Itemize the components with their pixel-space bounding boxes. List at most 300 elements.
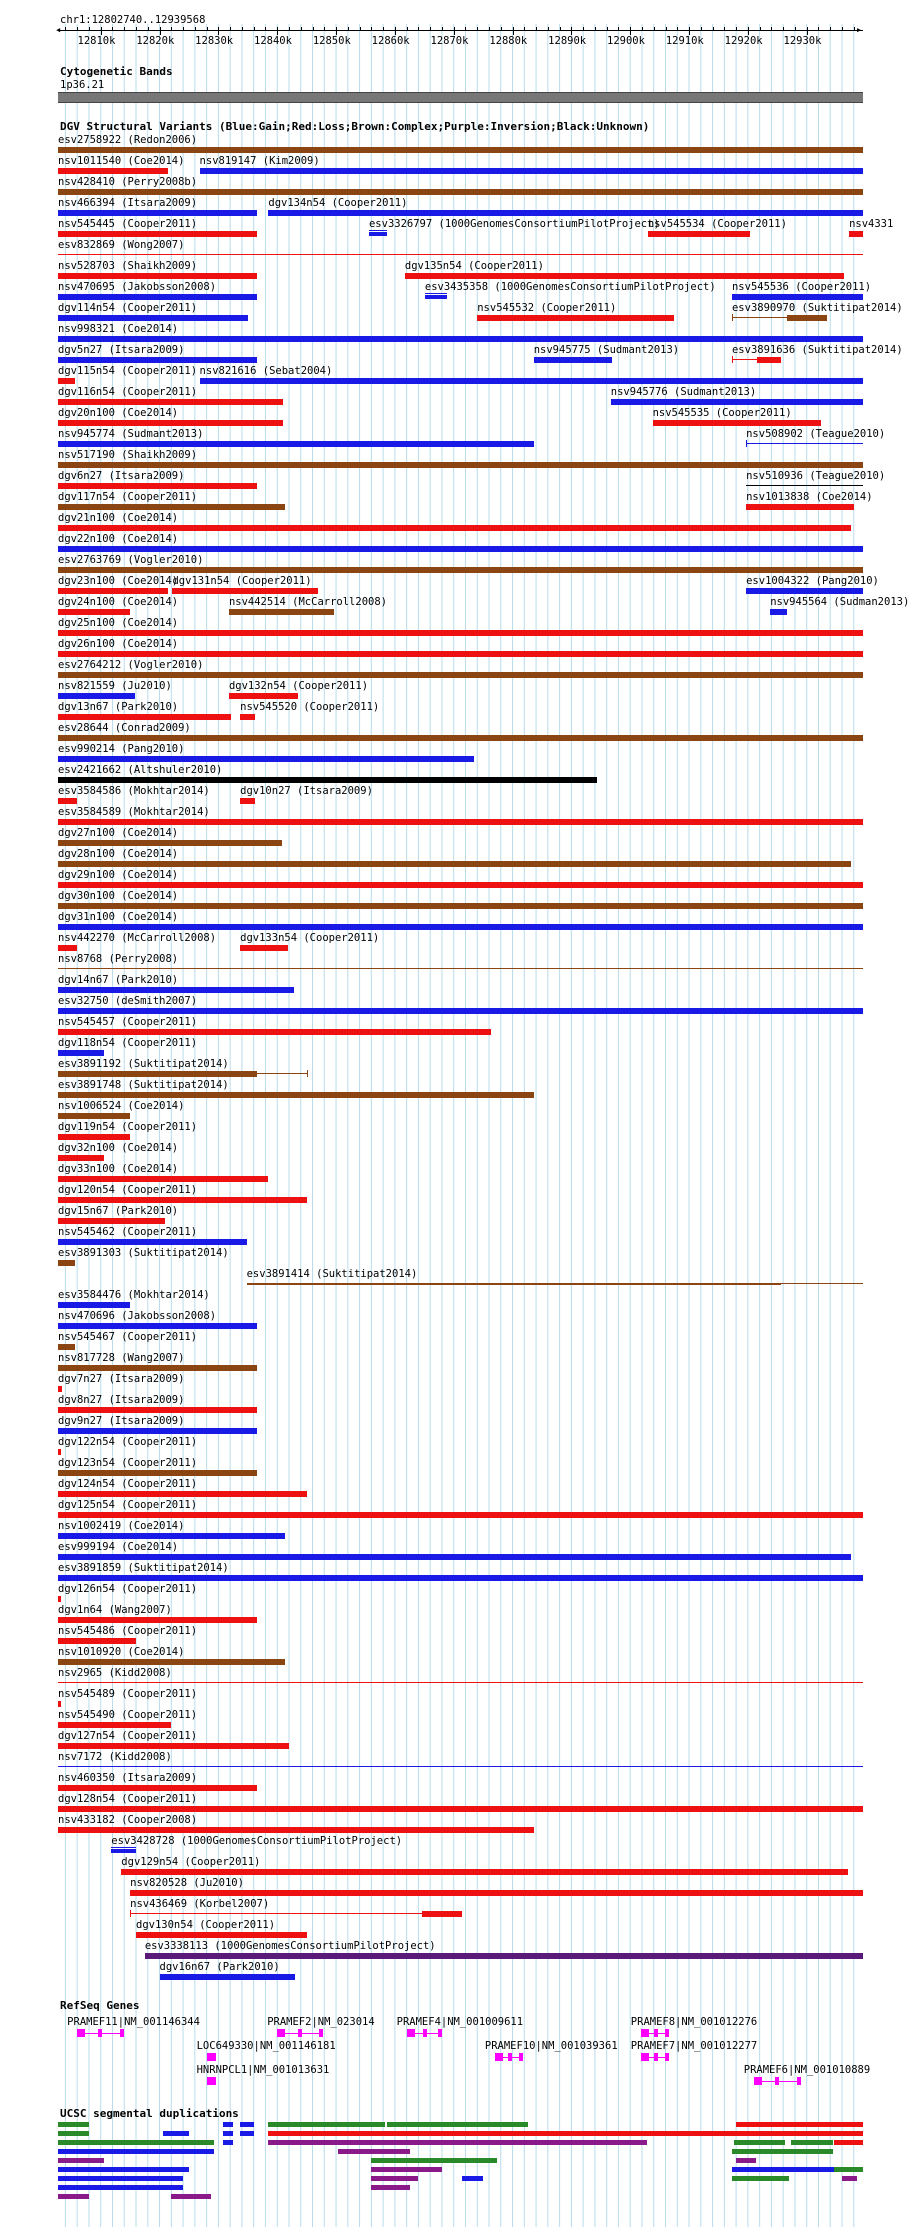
segdup-block[interactable] <box>163 2131 189 2136</box>
variant-label[interactable]: nsv545490 (Cooper2011) <box>58 1709 198 1721</box>
ruler-arrow-icon: ◀ <box>56 26 61 34</box>
variant-bar-end[interactable] <box>757 357 782 363</box>
segdup-block[interactable] <box>371 2185 409 2190</box>
segdup-block[interactable] <box>240 2122 254 2127</box>
variant-label[interactable]: nsv510936 (Teague2010) <box>746 470 886 482</box>
variant-bar[interactable] <box>58 672 863 678</box>
variant-bar[interactable] <box>58 987 294 993</box>
variant-label[interactable]: nsv817728 (Wang2007) <box>58 1352 185 1364</box>
variant-end-tick <box>130 1910 131 1917</box>
variant-bar[interactable] <box>653 420 821 426</box>
variant-bar[interactable] <box>58 735 863 741</box>
variant-label[interactable]: dgv31n100 (Coe2014) <box>58 911 179 923</box>
variant-bar[interactable] <box>58 924 863 930</box>
variant-bar[interactable] <box>746 504 854 510</box>
segdup-block[interactable] <box>736 2122 844 2127</box>
variant-bar[interactable] <box>200 378 863 384</box>
variant-bar[interactable] <box>58 1008 863 1014</box>
variant-bar[interactable] <box>58 1617 257 1623</box>
variant-bar[interactable] <box>58 1407 257 1413</box>
variant-bar[interactable] <box>58 420 283 426</box>
gene-label[interactable]: HNRNPCL1|NM_001013631 <box>196 2064 330 2076</box>
variant-bar[interactable] <box>534 357 612 363</box>
variant-label[interactable]: nsv545489 (Cooper2011) <box>58 1688 198 1700</box>
refseq-track-title[interactable]: RefSeq Genes <box>60 1999 140 2012</box>
variant-label[interactable]: nsv998321 (Coe2014) <box>58 323 179 335</box>
variant-label[interactable]: dgv133n54 (Cooper2011) <box>240 932 380 944</box>
segdup-block[interactable] <box>842 2176 857 2181</box>
variant-bar[interactable] <box>58 714 231 720</box>
gene-exon <box>407 2029 415 2037</box>
variant-label[interactable]: esv3890970 (Suktitipat2014) <box>731 302 903 314</box>
variant-bar[interactable] <box>58 756 474 762</box>
variant-label[interactable]: esv2763769 (Vogler2010) <box>58 554 204 566</box>
variant-label[interactable]: esv2758922 (Redon2006) <box>58 134 198 146</box>
ruler-tick-label: 12900k <box>607 35 645 47</box>
variant-label[interactable]: dgv29n100 (Coe2014) <box>58 869 179 881</box>
variant-bar-end[interactable] <box>422 1911 462 1917</box>
variant-label[interactable]: nsv945774 (Sudmant2013) <box>58 428 204 440</box>
variant-bar[interactable] <box>732 294 863 300</box>
segdup-block[interactable] <box>462 2176 483 2181</box>
variant-label[interactable]: nsv470696 (Jakobsson2008) <box>58 1310 217 1322</box>
variant-bar[interactable] <box>58 294 257 300</box>
variant-bar[interactable] <box>58 378 75 384</box>
variant-bar[interactable] <box>58 693 135 699</box>
variant-label[interactable]: esv3326797 (1000GenomesConsortiumPilotProject) <box>368 218 660 230</box>
variant-label[interactable]: dgv131n54 (Cooper2011) <box>172 575 312 587</box>
variant-bar[interactable] <box>58 630 863 636</box>
variant-label[interactable]: dgv15n67 (Park2010) <box>58 1205 179 1217</box>
variant-label[interactable]: esv3891859 (Suktitipat2014) <box>58 1562 229 1574</box>
variant-bar[interactable] <box>58 1701 61 1707</box>
variant-label[interactable]: nsv460350 (Itsara2009) <box>58 1772 198 1784</box>
variant-label[interactable]: esv2764212 (Vogler2010) <box>58 659 204 671</box>
variant-bar[interactable] <box>58 1071 257 1077</box>
variant-label[interactable]: nsv1013838 (Coe2014) <box>746 491 873 503</box>
variant-label[interactable]: nsv436469 (Korbel2007) <box>130 1898 270 1910</box>
variant-label[interactable]: dgv130n54 (Cooper2011) <box>136 1919 276 1931</box>
variant-label[interactable]: dgv13n67 (Park2010) <box>58 701 179 713</box>
variant-label[interactable]: nsv819147 (Kim2009) <box>199 155 320 167</box>
segdup-block[interactable] <box>58 2158 104 2163</box>
variant-bar[interactable] <box>849 231 863 237</box>
gene-exon <box>519 2053 523 2061</box>
variant-bar[interactable] <box>58 1596 61 1602</box>
ruler-axis <box>58 30 863 31</box>
variant-label[interactable]: esv3338113 (1000GenomesConsortiumPilotProject) <box>144 1940 436 1952</box>
variant-label[interactable]: nsv442270 (McCarroll2008) <box>58 932 217 944</box>
variant-label[interactable]: nsv433182 (Cooper2008) <box>58 1814 198 1826</box>
variant-bar[interactable] <box>58 1449 61 1455</box>
segdup-block[interactable] <box>834 2140 863 2145</box>
variant-label[interactable]: nsv821559 (Ju2010) <box>58 680 172 692</box>
variant-label[interactable]: nsv1011540 (Coe2014) <box>58 155 185 167</box>
variant-label[interactable]: dgv115n54 (Cooper2011) <box>58 365 198 377</box>
variant-label[interactable]: esv28644 (Conrad2009) <box>58 722 191 734</box>
variant-label[interactable]: dgv33n100 (Coe2014) <box>58 1163 179 1175</box>
variant-bar[interactable] <box>58 273 257 279</box>
variant-label[interactable]: nsv545467 (Cooper2011) <box>58 1331 198 1343</box>
variant-line <box>111 1847 136 1848</box>
variant-label[interactable]: dgv20n100 (Coe2014) <box>58 407 179 419</box>
variant-bar[interactable] <box>58 462 863 468</box>
variant-label[interactable]: esv3428728 (1000GenomesConsortiumPilotProject) <box>111 1835 403 1847</box>
variant-label[interactable]: nsv442514 (McCarroll2008) <box>228 596 387 608</box>
variant-bar[interactable] <box>58 1344 75 1350</box>
variant-label[interactable]: dgv132n54 (Cooper2011) <box>228 680 369 692</box>
dgv-track-title[interactable]: DGV Structural Variants (Blue:Gain;Red:Loss;Brown:Complex;Purple:Inversion;Black:Unknown) <box>60 120 650 133</box>
variant-bar[interactable] <box>58 315 248 321</box>
variant-label[interactable]: nsv508902 (Teague2010) <box>746 428 886 440</box>
variant-label[interactable]: esv990214 (Pang2010) <box>58 743 185 755</box>
variant-label[interactable]: dgv23n100 (Coe2014) <box>58 575 179 587</box>
segdup-block[interactable] <box>223 2122 233 2127</box>
ruler-tick-label: 12820k <box>136 35 175 47</box>
variant-label[interactable]: dgv116n54 (Cooper2011) <box>58 386 198 398</box>
variant-bar[interactable] <box>58 483 257 489</box>
variant-bar[interactable] <box>58 1806 863 1812</box>
variant-label[interactable]: nsv545535 (Cooper2011) <box>652 407 792 419</box>
segdup-block[interactable] <box>387 2122 528 2127</box>
variant-label[interactable]: dgv5n27 (Itsara2009) <box>58 344 185 356</box>
variant-label[interactable]: dgv127n54 (Cooper2011) <box>58 1730 198 1742</box>
segdup-block[interactable] <box>834 2167 863 2172</box>
segdup-block[interactable] <box>58 2167 189 2172</box>
variant-bar[interactable] <box>477 315 674 321</box>
variant-label[interactable]: dgv22n100 (Coe2014) <box>58 533 179 545</box>
variant-bar[interactable] <box>58 609 130 615</box>
segdup-block[interactable] <box>791 2140 833 2145</box>
ruler-tick-label: 12810k <box>77 35 116 47</box>
variant-label[interactable]: dgv7n27 (Itsara2009) <box>58 1373 185 1385</box>
segdup-block[interactable] <box>732 2167 834 2172</box>
variant-bar[interactable] <box>240 945 288 951</box>
gene-label[interactable]: LOC649330|NM_001146181 <box>196 2040 336 2052</box>
variant-label[interactable]: esv3891303 (Suktitipat2014) <box>58 1247 229 1259</box>
variant-label[interactable]: esv3891636 (Suktitipat2014) <box>731 344 903 356</box>
segdup-block[interactable] <box>223 2140 233 2145</box>
variant-bar[interactable] <box>58 1050 104 1056</box>
variant-label[interactable]: esv3584589 (Mokhtar2014) <box>58 806 210 818</box>
variant-bar[interactable] <box>405 273 844 279</box>
variant-label[interactable]: dgv32n100 (Coe2014) <box>58 1142 179 1154</box>
variant-label[interactable]: dgv9n27 (Itsara2009) <box>58 1415 185 1427</box>
variant-label[interactable]: dgv126n54 (Cooper2011) <box>58 1583 198 1595</box>
variant-label[interactable]: dgv30n100 (Coe2014) <box>58 890 179 902</box>
variant-bar[interactable] <box>58 1638 136 1644</box>
variant-bar[interactable] <box>160 1974 295 1980</box>
variant-bar[interactable] <box>58 1533 285 1539</box>
variant-label[interactable]: nsv466394 (Itsara2009) <box>58 197 198 209</box>
variant-label[interactable]: esv999194 (Coe2014) <box>58 1541 179 1553</box>
variant-bar[interactable] <box>58 819 863 825</box>
variant-bar-end[interactable] <box>787 315 827 321</box>
variant-bar[interactable] <box>58 546 863 552</box>
variant-label[interactable]: nsv945564 (Sudman2013) <box>770 596 909 608</box>
ruler-minor-tick <box>724 27 725 31</box>
segdup-block[interactable] <box>732 2176 789 2181</box>
variant-label[interactable]: nsv1002419 (Coe2014) <box>58 1520 185 1532</box>
ruler-minor-tick <box>642 27 643 31</box>
variant-label[interactable]: dgv21n100 (Coe2014) <box>58 512 179 524</box>
variant-label[interactable]: dgv122n54 (Cooper2011) <box>58 1436 198 1448</box>
variant-label[interactable]: esv32750 (deSmith2007) <box>58 995 198 1007</box>
variant-label[interactable]: dgv25n100 (Coe2014) <box>58 617 179 629</box>
gene-label[interactable]: PRAMEF6|NM_001010889 <box>743 2064 871 2076</box>
variant-label[interactable]: dgv10n27 (Itsara2009) <box>240 785 373 797</box>
variant-bar[interactable] <box>58 168 168 174</box>
segdup-block[interactable] <box>58 2185 183 2190</box>
variant-label[interactable]: nsv820528 (Ju2010) <box>130 1877 244 1889</box>
variant-bar[interactable] <box>58 1365 257 1371</box>
variant-label[interactable]: nsv1006524 (Coe2014) <box>58 1100 185 1112</box>
gene-label[interactable]: PRAMEF4|NM_001009611 <box>396 2016 524 2028</box>
variant-label[interactable]: dgv26n100 (Coe2014) <box>58 638 179 650</box>
variant-label[interactable]: dgv120n54 (Cooper2011) <box>58 1184 198 1196</box>
segdup-block[interactable] <box>268 2122 385 2127</box>
variant-line[interactable] <box>58 968 863 969</box>
gene-label[interactable]: PRAMEF2|NM_023014 <box>267 2016 375 2028</box>
variant-bar[interactable] <box>58 1260 75 1266</box>
variant-bar[interactable] <box>648 231 750 237</box>
variant-bar[interactable] <box>58 1302 130 1308</box>
variant-label[interactable]: nsv545520 (Cooper2011) <box>240 701 380 713</box>
segdup-block[interactable] <box>240 2131 254 2136</box>
variant-bar[interactable] <box>58 861 851 867</box>
segdup-block[interactable] <box>371 2176 418 2181</box>
cytoband-bar[interactable] <box>58 92 863 103</box>
variant-label[interactable]: dgv119n54 (Cooper2011) <box>58 1121 198 1133</box>
variant-bar[interactable] <box>58 1176 268 1182</box>
variant-bar[interactable] <box>58 798 77 804</box>
variant-label[interactable]: nsv528703 (Shaikh2009) <box>58 260 198 272</box>
ruler-minor-tick <box>607 27 608 31</box>
segdup-block[interactable] <box>58 2131 89 2136</box>
variant-bar[interactable] <box>121 1869 848 1875</box>
variant-label[interactable]: nsv545534 (Cooper2011) <box>647 218 787 230</box>
variant-bar[interactable] <box>111 1849 136 1853</box>
variant-bar[interactable] <box>611 399 863 405</box>
variant-label[interactable]: esv3584586 (Mokhtar2014) <box>58 785 210 797</box>
variant-label[interactable]: nsv1010920 (Coe2014) <box>58 1646 185 1658</box>
variant-label[interactable]: dgv27n100 (Coe2014) <box>58 827 179 839</box>
variant-label[interactable]: dgv129n54 (Cooper2011) <box>121 1856 261 1868</box>
segdup-block[interactable] <box>171 2194 211 2199</box>
variant-label[interactable]: esv832869 (Wong2007) <box>58 239 185 251</box>
segdup-block[interactable] <box>58 2149 214 2154</box>
variant-line[interactable] <box>58 254 863 255</box>
variant-label[interactable]: esv3891192 (Suktitipat2014) <box>58 1058 229 1070</box>
variant-label[interactable]: nsv4331 <box>849 218 894 230</box>
variant-label[interactable]: dgv134n54 (Cooper2011) <box>268 197 408 209</box>
variant-bar[interactable] <box>58 1827 534 1833</box>
variant-bar[interactable] <box>229 609 334 615</box>
variant-bar[interactable] <box>58 1092 534 1098</box>
variant-bar[interactable] <box>58 504 285 510</box>
variant-bar[interactable] <box>58 1575 863 1581</box>
variant-bar[interactable] <box>58 1470 257 1476</box>
variant-bar[interactable] <box>58 1218 165 1224</box>
variant-label[interactable]: esv3584476 (Mokhtar2014) <box>58 1289 210 1301</box>
variant-line[interactable] <box>58 1766 863 1767</box>
variant-bar[interactable] <box>58 588 168 594</box>
variant-bar[interactable] <box>58 336 863 342</box>
gene-exon <box>495 2053 503 2061</box>
variant-bar[interactable] <box>58 777 597 783</box>
segdup-block[interactable] <box>58 2122 89 2127</box>
variant-bar[interactable] <box>746 588 863 594</box>
variant-label[interactable]: dgv117n54 (Cooper2011) <box>58 491 198 503</box>
variant-label[interactable]: dgv1n64 (Wang2007) <box>58 1604 172 1616</box>
segdup-block[interactable] <box>58 2176 183 2181</box>
variant-label[interactable]: dgv14n67 (Park2010) <box>58 974 179 986</box>
variant-line[interactable] <box>746 443 863 444</box>
gene-exon <box>98 2029 102 2037</box>
variant-bar[interactable] <box>770 609 787 615</box>
variant-bar[interactable] <box>58 1029 491 1035</box>
variant-label[interactable]: nsv428410 (Perry2008b) <box>58 176 198 188</box>
variant-label[interactable]: esv3435358 (1000GenomesConsortiumPilotProject) <box>424 281 716 293</box>
segdup-block[interactable] <box>338 2149 410 2154</box>
variant-bar[interactable] <box>268 210 863 216</box>
gene-exon <box>438 2029 442 2037</box>
variant-label[interactable]: nsv517190 (Shaikh2009) <box>58 449 198 461</box>
variant-bar[interactable] <box>58 882 863 888</box>
variant-bar[interactable] <box>200 168 863 174</box>
variant-label[interactable]: nsv545536 (Cooper2011) <box>731 281 872 293</box>
variant-bar[interactable] <box>58 1113 130 1119</box>
variant-label[interactable]: dgv124n54 (Cooper2011) <box>58 1478 198 1490</box>
variant-line[interactable] <box>746 485 863 486</box>
variant-line[interactable] <box>58 1682 863 1683</box>
variant-bar[interactable] <box>240 798 255 804</box>
variant-line[interactable] <box>130 1913 462 1914</box>
variant-bar[interactable] <box>145 1953 863 1959</box>
segdup-block[interactable] <box>223 2131 233 2136</box>
ruler-minor-tick <box>313 27 314 31</box>
segdup-block[interactable] <box>371 2158 497 2163</box>
variant-bar[interactable] <box>136 1932 307 1938</box>
variant-bar[interactable] <box>58 357 257 363</box>
variant-bar[interactable] <box>58 1386 62 1392</box>
variant-label[interactable]: nsv545486 (Cooper2011) <box>58 1625 198 1637</box>
variant-label[interactable]: esv1004322 (Pang2010) <box>746 575 879 587</box>
variant-label[interactable]: dgv16n67 (Park2010) <box>159 1961 280 1973</box>
segdup-block[interactable] <box>732 2149 833 2154</box>
variant-bar[interactable] <box>58 525 851 531</box>
variant-bar[interactable] <box>58 651 863 657</box>
variant-bar[interactable] <box>58 147 863 153</box>
variant-bar[interactable] <box>58 210 257 216</box>
variant-label[interactable]: nsv8768 (Perry2008) <box>58 953 179 965</box>
segdup-block[interactable] <box>58 2194 89 2199</box>
variant-bar[interactable] <box>229 693 298 699</box>
segdup-block[interactable] <box>268 2131 863 2136</box>
variant-label[interactable]: nsv7172 (Kidd2008) <box>58 1751 172 1763</box>
variant-label[interactable]: nsv821616 (Sebat2004) <box>199 365 333 377</box>
segdup-track-title[interactable]: UCSC segmental duplications <box>60 2107 239 2120</box>
segdup-block[interactable] <box>734 2140 785 2145</box>
variant-bar[interactable] <box>58 903 863 909</box>
variant-bar[interactable] <box>58 1155 104 1161</box>
variant-bar[interactable] <box>58 840 282 846</box>
variant-label[interactable]: dgv123n54 (Cooper2011) <box>58 1457 198 1469</box>
variant-bar[interactable] <box>240 714 255 720</box>
variant-label[interactable]: nsv2965 (Kidd2008) <box>58 1667 172 1679</box>
variant-bar[interactable] <box>58 567 863 573</box>
variant-label[interactable]: dgv6n27 (Itsara2009) <box>58 470 185 482</box>
variant-bar[interactable] <box>58 1239 247 1245</box>
segdup-block[interactable] <box>844 2122 863 2127</box>
variant-label[interactable]: nsv545457 (Cooper2011) <box>58 1016 198 1028</box>
variant-label[interactable]: esv2421662 (Altshuler2010) <box>58 764 223 776</box>
segdup-block[interactable] <box>58 2140 214 2145</box>
variant-bar[interactable] <box>58 1197 307 1203</box>
variant-label[interactable]: dgv28n100 (Coe2014) <box>58 848 179 860</box>
variant-label[interactable]: nsv545462 (Cooper2011) <box>58 1226 198 1238</box>
gene-label[interactable]: PRAMEF11|NM_001146344 <box>67 2016 200 2028</box>
variant-bar[interactable] <box>425 295 447 299</box>
variant-bar[interactable] <box>130 1890 863 1896</box>
gene-label[interactable]: PRAMEF10|NM_001039361 <box>484 2040 618 2052</box>
segdup-block[interactable] <box>371 2167 442 2172</box>
variant-label[interactable]: nsv545445 (Cooper2011) <box>58 218 198 230</box>
variant-label[interactable]: esv3891414 (Suktitipat2014) <box>246 1268 418 1280</box>
variant-label[interactable]: nsv545532 (Cooper2011) <box>477 302 617 314</box>
variant-bar[interactable] <box>58 1428 257 1434</box>
variant-bar[interactable] <box>58 399 283 405</box>
variant-bar[interactable] <box>58 1785 257 1791</box>
ruler-minor-tick <box>595 27 596 31</box>
segdup-block[interactable] <box>736 2158 756 2163</box>
variant-bar[interactable] <box>58 1659 285 1665</box>
variant-label[interactable]: dgv114n54 (Cooper2011) <box>58 302 198 314</box>
variant-bar[interactable] <box>58 1554 851 1560</box>
variant-bar[interactable] <box>58 1512 863 1518</box>
variant-bar[interactable] <box>172 588 318 594</box>
variant-label[interactable]: dgv135n54 (Cooper2011) <box>404 260 544 272</box>
ruler-minor-tick <box>65 27 66 31</box>
variant-label[interactable]: esv3891748 (Suktitipat2014) <box>58 1079 229 1091</box>
variant-bar[interactable] <box>58 231 257 237</box>
variant-bar[interactable] <box>58 945 77 951</box>
variant-bar[interactable] <box>58 1722 171 1728</box>
variant-label[interactable]: nsv945776 (Sudmant2013) <box>610 386 757 398</box>
variant-bar[interactable] <box>58 1491 307 1497</box>
variant-bar[interactable] <box>58 189 863 195</box>
variant-bar[interactable] <box>58 1134 130 1140</box>
variant-bar[interactable] <box>58 441 534 447</box>
variant-label[interactable]: dgv118n54 (Cooper2011) <box>58 1037 198 1049</box>
variant-bar[interactable] <box>58 1743 289 1749</box>
ruler-tick-label: 12930k <box>783 35 822 47</box>
gene-exon <box>654 2053 658 2061</box>
variant-bar[interactable] <box>369 232 387 236</box>
variant-label[interactable]: dgv24n100 (Coe2014) <box>58 596 179 608</box>
variant-label[interactable]: dgv8n27 (Itsara2009) <box>58 1394 185 1406</box>
gene-label[interactable]: PRAMEF7|NM_001012277 <box>630 2040 758 2052</box>
variant-label[interactable]: nsv945775 (Sudmant2013) <box>533 344 680 356</box>
segdup-block[interactable] <box>268 2140 646 2145</box>
ruler-major-tick <box>277 27 278 35</box>
cytoband-track-title[interactable]: Cytogenetic Bands <box>60 65 173 78</box>
gene-label[interactable]: PRAMEF8|NM_001012276 <box>630 2016 758 2028</box>
variant-bar[interactable] <box>58 1323 257 1329</box>
variant-label[interactable]: dgv125n54 (Cooper2011) <box>58 1499 198 1511</box>
variant-label[interactable]: nsv470695 (Jakobsson2008) <box>58 281 217 293</box>
variant-label[interactable]: dgv128n54 (Cooper2011) <box>58 1793 198 1805</box>
